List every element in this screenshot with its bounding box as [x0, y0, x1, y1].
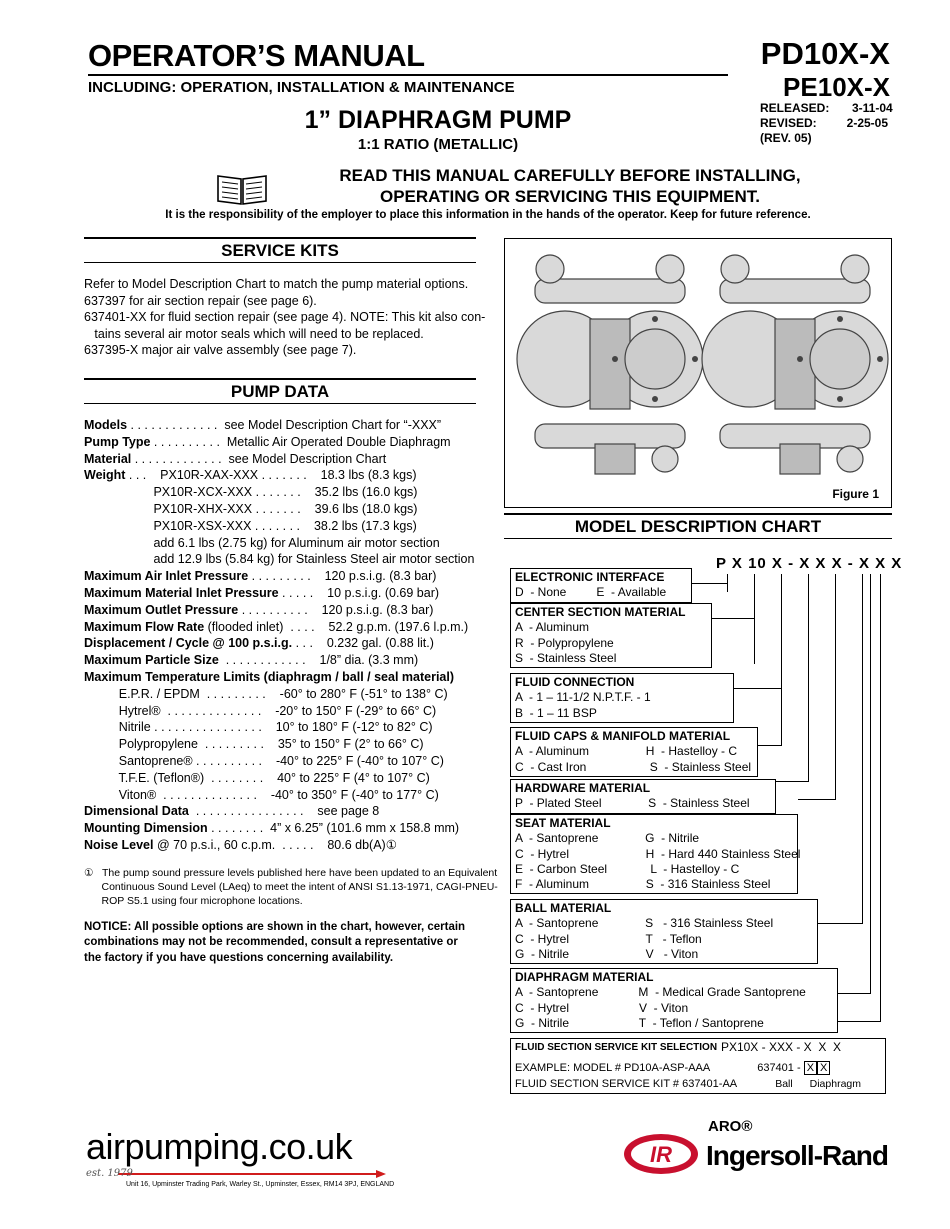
pump-data-value: 120 p.s.i.g. (8.3 bar) [324, 569, 437, 584]
pump-data-row [84, 467, 476, 484]
pump-data-leader: PX10R-XCX-XXX . . . . . . . [84, 485, 315, 500]
service-kits-text [84, 276, 486, 359]
chart-hardware [510, 779, 776, 814]
chart-row: A - 1 – 11-1/2 N.P.T.F. - 1 [515, 690, 651, 705]
pump-data-row [84, 787, 476, 804]
hardware-title: HARDWARE MATERIAL [515, 781, 651, 795]
chart-row: G - Nitrile V - Viton [515, 946, 699, 961]
warning-line-1: READ THIS MANUAL CAREFULLY BEFORE INSTALLING, [339, 166, 801, 185]
pump-ratio: 1:1 RATIO (METALLIC) [357, 136, 519, 153]
chart-center-section [510, 603, 712, 668]
chart-row: P - Plated Steel S - Stainless Steel [515, 796, 750, 811]
ball-label: Ball [775, 1077, 793, 1090]
pump-data-row [84, 602, 476, 619]
released-value: 3-11-04 [851, 101, 893, 115]
kit-example-kit: FLUID SECTION SERVICE KIT # 637401-AA [515, 1077, 738, 1090]
chart-row: E - Carbon Steel L - Hastelloy - C [515, 861, 740, 876]
model-number-2: PE10X-X [783, 72, 890, 102]
pump-data-value: see Model Description Chart [228, 451, 387, 466]
pump-data-value: Metallic Air Operated Double Diaphragm [226, 434, 451, 449]
pump-data-leader [84, 552, 153, 566]
chart-row: C - Hytrel T - Teflon [515, 931, 702, 946]
chart-row: R - Polypropylene [515, 635, 614, 650]
manual-subtitle: INCLUDING: OPERATION, INSTALLATION & MAINTENANCE [88, 79, 515, 96]
pump-data-row [84, 719, 476, 736]
pump-data-label: Maximum Outlet Pressure [84, 602, 239, 617]
pump-data-value: add 6.1 lbs (2.75 kg) for Aluminum air motor section [153, 535, 440, 550]
kit-number: 637401 - [757, 1062, 801, 1075]
service-kit-line: Refer to Model Description Chart to match the pump material options. [84, 277, 469, 291]
pump-data-value: -20° to 150° F (-29° to 66° C) [275, 703, 437, 718]
chart-row: A - Santoprene M - Medical Grade Santoprene [515, 985, 806, 1000]
chart-row: C - Cast Iron S - Stainless Steel [515, 759, 752, 774]
pump-data-value: see Model Description Chart for “-XXX” [224, 418, 442, 432]
pump-data-leader: . . . . . . . . . . . . . [131, 451, 229, 466]
chart-row: A - Santoprene G - Nitrile [515, 831, 700, 846]
pump-data-value: 38.2 lbs (17.3 kgs) [313, 518, 417, 533]
warning-line-2: OPERATING OR SERVICING THIS EQUIPMENT. [379, 187, 761, 206]
pump-data-row [84, 484, 476, 501]
pump-data-value: 1/8” dia. (3.3 mm) [319, 653, 419, 668]
chart-ball [510, 899, 818, 964]
pump-data-value: 80.6 db(A)① [327, 837, 397, 852]
chart-row: S - Stainless Steel [515, 650, 617, 665]
chart-row: G - Nitrile T - Teflon / Santoprene [515, 1015, 764, 1030]
aro-brand: ARO® [708, 1118, 753, 1135]
pump-data-label: Maximum Air Inlet Pressure [84, 569, 249, 584]
service-kits-heading: SERVICE KITS [84, 237, 476, 263]
chart-row: C - Hytrel H - Hard 440 Stainless Steel [515, 846, 801, 861]
chart-row: B - 1 – 11 BSP [515, 705, 597, 720]
chart-row: A - Aluminum H - Hastelloy - C [515, 744, 738, 759]
model-number-1: PD10X-X [760, 36, 890, 71]
pump-data-table [84, 417, 476, 854]
pump-data-row [84, 753, 476, 770]
pump-data-value: see page 8 [317, 804, 380, 819]
diaphragm-title: DIAPHRAGM MATERIAL [515, 970, 654, 984]
ball-title: BALL MATERIAL [515, 901, 612, 915]
svg-text:IR: IR [650, 1142, 672, 1167]
pump-data-label: Maximum Particle Size [84, 653, 219, 668]
pump-data-leader: PX10R-XHX-XXX . . . . . . . [84, 501, 315, 516]
pump-data-row [84, 652, 476, 669]
footer-address: Unit 16, Upminster Trading Park, Warley St., Upminster, Essex, RM14 3PJ, ENGLAND [126, 1181, 395, 1188]
pump-figure [504, 238, 892, 508]
pump-data-leader: Santoprene® . . . . . . . . . . [84, 753, 276, 768]
pump-data-row [84, 635, 476, 652]
pump-data-leader: . . . . . . . . . . . . [218, 653, 320, 668]
chart-row: A - Aluminum [515, 620, 590, 635]
revised-value: 2-25-05 [846, 116, 889, 130]
model-code: P X 10 X - X X X - X X X [716, 555, 903, 572]
pump-data-value: -60° to 280° F (-51° to 138° C) [279, 686, 448, 701]
pump-data-leader: Hytrel® . . . . . . . . . . . . . . [84, 703, 276, 718]
pump-data-value: 52.2 g.p.m. (197.6 l.p.m.) [328, 619, 469, 634]
pump-data-section [84, 378, 498, 966]
read-manual-warning [290, 165, 850, 207]
pump-data-value: -40° to 350° F (-40° to 177° C) [270, 787, 439, 802]
service-kit-line: 637397 for air section repair (see page 6). [84, 293, 317, 308]
pump-data-leader: Viton® . . . . . . . . . . . . . . [84, 787, 271, 802]
pump-illustration [505, 239, 891, 489]
pump-data-value: 10° to 180° F (-12° to 82° C) [275, 720, 433, 735]
ir-logo-icon [622, 1132, 700, 1176]
pump-data-value: 0.232 gal. (0.88 lit.) [326, 636, 434, 651]
kit-code: PX10X - XXX - X X X [720, 1040, 841, 1054]
pump-data-row [84, 803, 476, 820]
pump-data-row [84, 686, 476, 703]
pump-data-row [84, 417, 476, 434]
chart-electronic-interface [510, 568, 692, 603]
pump-data-leader: Nitrile . . . . . . . . . . . . . . . . [84, 720, 276, 735]
pump-data-row [84, 619, 476, 636]
pump-data-row [84, 568, 476, 585]
pump-data-row [84, 518, 476, 535]
pump-data-heading: PUMP DATA [84, 378, 476, 404]
pump-data-leader: . . . . . . . . . [248, 569, 325, 584]
service-kit-line: 637401-XX for fluid section repair (see page 4). NOTE: This kit also con- [84, 310, 486, 324]
pump-data-value: -40° to 225° F (-40° to 107° C) [275, 753, 444, 768]
pump-data-row [84, 770, 476, 787]
chart-row: D - None E - Available [515, 585, 667, 600]
pump-data-row [84, 551, 476, 568]
est-signature: est. 1979 [86, 1168, 133, 1179]
pump-data-label: Weight [84, 468, 126, 483]
chart-fluid-caps [510, 727, 758, 777]
pump-data-label: Maximum Flow Rate [84, 619, 205, 634]
airpumping-logo: airpumping.co.uk [86, 1126, 353, 1167]
pump-data-label: Noise Level [84, 837, 154, 852]
pump-data-value: 4” x 6.25” (101.6 mm x 158.8 mm) [270, 821, 460, 836]
pump-data-row [84, 434, 476, 451]
pump-data-row [84, 535, 476, 552]
pump-data-label: Dimensional Data [84, 804, 189, 819]
pump-data-label: Maximum Material Inlet Pressure [84, 585, 279, 600]
pump-data-value: add 12.9 lbs (5.84 kg) for Stainless Steel air motor section [153, 552, 475, 567]
pump-data-value: 10 p.s.i.g. (0.69 bar) [327, 585, 440, 600]
model-chart-heading-wrap [504, 513, 892, 539]
pump-data-value: 35.2 lbs (16.0 kgs) [314, 485, 418, 500]
red-arrow-line [88, 1170, 388, 1178]
pump-data-leader: . . . . . . . . . . [238, 602, 322, 617]
revised-label: REVISED: [760, 116, 817, 130]
seat-title: SEAT MATERIAL [515, 816, 611, 830]
title-rule [88, 74, 728, 76]
model-chart [504, 550, 892, 1098]
pump-data-leader: @ 70 p.s.i., 60 c.p.m. . . . . . [153, 837, 328, 852]
service-kit-selection [510, 1038, 886, 1094]
kit-ball-box: X [804, 1061, 817, 1075]
released-label: RELEASED: [760, 101, 830, 115]
pump-data-value: 39.6 lbs (18.0 kgs) [314, 501, 418, 516]
chart-row: A - Santoprene S - 316 Stainless Steel [515, 916, 774, 931]
pump-data-label: Mounting Dimension [84, 821, 208, 836]
pump-data-label: Displacement / Cycle @ 100 p.s.i.g. [84, 636, 293, 651]
pump-data-leader: . . . . . . . . . . . . . [127, 418, 225, 432]
pump-data-leader: . . . PX10R-XAX-XXX . . . . . . . [125, 468, 321, 483]
kit-example-model: EXAMPLE: MODEL # PD10A-ASP-AAA [515, 1062, 711, 1075]
pump-data-row [84, 736, 476, 753]
diaphragm-label: Diaphragm [809, 1077, 861, 1090]
ingersoll-rand-brand: Ingersoll-Rand [706, 1140, 889, 1171]
manual-book-icon [216, 172, 268, 206]
chart-diaphragm [510, 968, 838, 1033]
pump-data-leader: . . . [292, 636, 327, 651]
pump-data-value: 18.3 lbs (8.3 kgs) [320, 468, 417, 483]
pump-data-leader: . . . . . . . . [207, 821, 271, 836]
pump-data-leader: T.F.E. (Teflon®) . . . . . . . . [84, 770, 278, 785]
notice-text: NOTICE: All possible options are shown in the chart, however, certain combinations may not be recommended, consult a representative or the factory if you have questions concerning availability. [84, 920, 466, 964]
pump-data-leader: (flooded inlet) . . . . [204, 619, 329, 634]
sound-footnote: ① The pump sound pressure levels published here have been updated to an Equivalent Continuous Sound Level (LAeq) to meet the intent of ANSI S1.13-1971, CAGI-PNEU- ROP S5.1 using four microphone locations. [84, 866, 498, 907]
pump-data-leader: PX10R-XSX-XXX . . . . . . . [84, 518, 314, 533]
kit-title: FLUID SECTION SERVICE KIT SELECTION [515, 1042, 718, 1053]
pump-data-label: Material [84, 451, 132, 466]
pump-data-leader: . . . . . . . . . . . . . . . . [188, 804, 318, 819]
pump-data-row [84, 837, 476, 854]
pump-title: 1” DIAPHRAGM PUMP [304, 106, 572, 134]
pump-data-row [84, 501, 476, 518]
pump-data-value: 40° to 225° F (4° to 107° C) [277, 770, 430, 785]
pump-data-value: 35° to 150° F (2° to 66° C) [277, 737, 424, 752]
figure-label: Figure 1 [832, 487, 879, 501]
service-kit-line: tains several air motor seals which will need to be replaced. [84, 326, 424, 341]
pump-data-leader [84, 536, 153, 550]
chart-row: F - Aluminum S - 316 Stainless Steel [515, 877, 771, 892]
electronic-interface-title: ELECTRONIC INTERFACE [515, 570, 665, 584]
pump-data-row [84, 669, 476, 686]
pump-data-label: Maximum Temperature Limits (diaphragm / ball / seal material) [84, 669, 455, 684]
pump-data-row [84, 585, 476, 602]
pump-data-leader: . . . . . [278, 585, 328, 600]
pump-data-value: 120 p.s.i.g. (8.3 bar) [321, 602, 434, 617]
chart-fluid-connection [510, 673, 734, 723]
pump-data-leader: Polypropylene . . . . . . . . . [84, 737, 278, 752]
kit-diaphragm-box: X [817, 1061, 830, 1075]
responsibility-note: It is the responsibility of the employer to place this information in the hands of the operator. Keep for future reference. [165, 209, 811, 221]
center-section-title: CENTER SECTION MATERIAL [515, 605, 686, 619]
revision: (REV. 05) [760, 131, 812, 145]
chart-row: C - Hytrel V - Viton [515, 1000, 689, 1015]
service-kit-line: 637395-X major air valve assembly (see page 7). [84, 343, 357, 357]
pump-data-row [84, 703, 476, 720]
model-chart-heading: MODEL DESCRIPTION CHART [504, 513, 892, 539]
pump-data-leader: E.P.R. / EPDM . . . . . . . . . [84, 686, 280, 701]
pump-data-row [84, 820, 476, 837]
pump-data-label: Pump Type [84, 434, 151, 449]
manual-title: OPERATOR’S MANUAL [88, 38, 425, 73]
pump-data-row [84, 451, 476, 468]
pump-data-label: Models [84, 418, 128, 432]
service-kits-section [84, 237, 486, 359]
fluid-connection-title: FLUID CONNECTION [515, 675, 635, 689]
fluid-caps-title: FLUID CAPS & MANIFOLD MATERIAL [515, 729, 731, 743]
chart-seat [510, 814, 801, 894]
pump-data-leader: . . . . . . . . . . [150, 434, 227, 449]
